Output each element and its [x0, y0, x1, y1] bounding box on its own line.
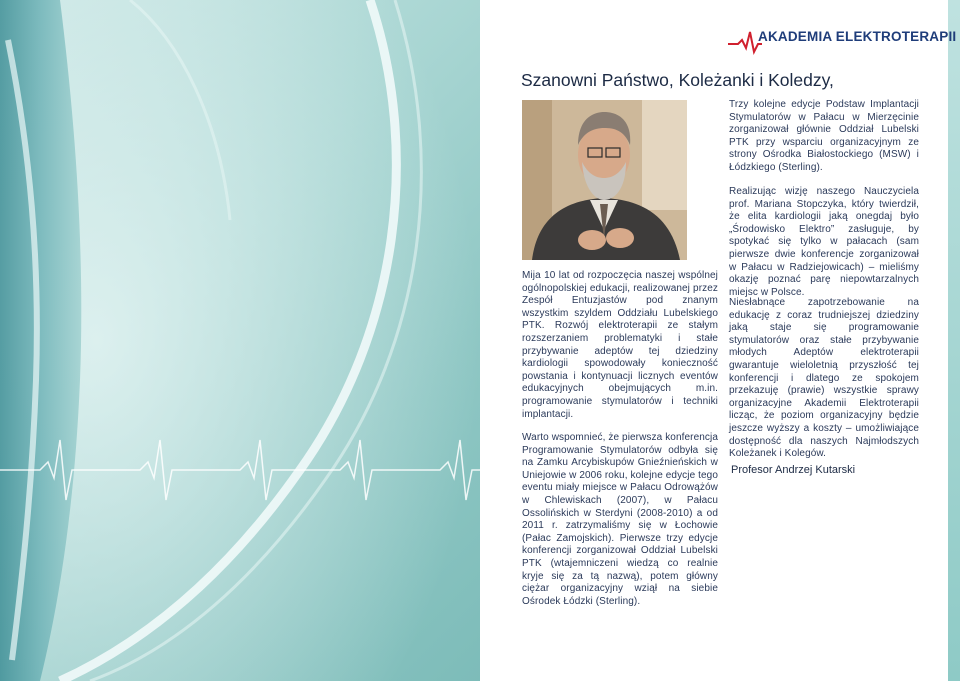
paragraph: Trzy kolejne edycje Podstaw Implantacji Stymulatorów w Pałacu w Mierzęcinie zorganizował głównie Oddział Lubelski PTK przy wsparciu organizacyjnym ze strony Ośrodka Białostockiego (MSW) i Łódzkiego (Sterling).	[729, 99, 919, 173]
signature: Profesor Andrzej Kutarski	[731, 464, 856, 476]
letter-right-column	[729, 99, 919, 175]
letter-right-column-3	[729, 297, 919, 461]
letter-greeting: Szanowni Państwo, Koleżanki i Koledzy,	[521, 70, 834, 90]
letter-right-column-2	[729, 186, 919, 299]
paragraph: Realizując wizję naszego Nauczyciela prof. Mariana Stopczyka, który twierdził, że elita kardiologii jaką onegdaj było „Środowisko Elektro” zasługuje, by spotykać się tylko w pałacach (sam pierwsze dwie konferencje zorganizował w Pałacu w Radziejowicach) – mieliśmy okazję poznać parę niepowtarzalnych miejsc w Polsce.	[729, 186, 919, 298]
logo-text: AKADEMIA ELEKTROTERAPII	[758, 29, 957, 44]
paragraph: Mija 10 lat od rozpoczęcia naszej wspólnej ogólnopolskiej edukacji, realizowanej przez Zespół Entuzjastów pod znanym wszystkim szyldem Oddziału Lubelskiego PTK. Rozwój elektroterapii ze stałym rozszerzaniem problematyki i stałe przybywanie adeptów tej dziedziny kardiologii spowodowały konieczność powstania i kontynuacji licznych eventów edukacyjnych obejmujących m.in. programowanie stymulatorów i techniki implantacji.	[522, 270, 718, 420]
paragraph: Niesłabnące zapotrzebowanie na edukację z coraz trudniejszej dziedziny jaką staje się programowanie stymulatorów oraz stałe przybywanie młodych Adeptów elektroterapii gwarantuje wieloletnią przyszłość tej konferencji i dlatego ze spokojem przekazuję (prawie) wszystkie sprawy organizacyjne Akademii Elektroterapii licząc, że poziom organizacyjny będzie jeszcze wyższy a koszty – umożliwiające dostępność dla naszych Najmłodszych Koleżanek i Kolegów.	[729, 297, 919, 460]
right-edge-strip	[948, 0, 960, 681]
paragraph: Warto wspomnieć, że pierwsza konferencja Programowanie Stymulatorów odbyła się na Zamku Arcybiskupów Gnieźnieńskich w Uniejowie w 2006 roku, kolejne edycje tego eventu miały miejsce w Pałacu Odrowążów w Chlewiskach (2007), w Pałacu Ossolińskich w Sterdyni (2008-2010) a od 2011 r. zatrzymaliśmy się w Łochowie (Pałac Zamojskich). Pierwsze trzy edycje konferencji zorganizował Oddział Lubelski PTK (wtajemniczeni wiedzą co realnie kryje się za tą nazwą), potem główny ciężar organizacyjny wziął na siebie Ośrodek Łódzki (Sterling).	[522, 432, 718, 607]
letter-left-column	[522, 270, 718, 421]
portrait-photo	[522, 100, 687, 260]
letter-left-column-2	[522, 432, 718, 608]
